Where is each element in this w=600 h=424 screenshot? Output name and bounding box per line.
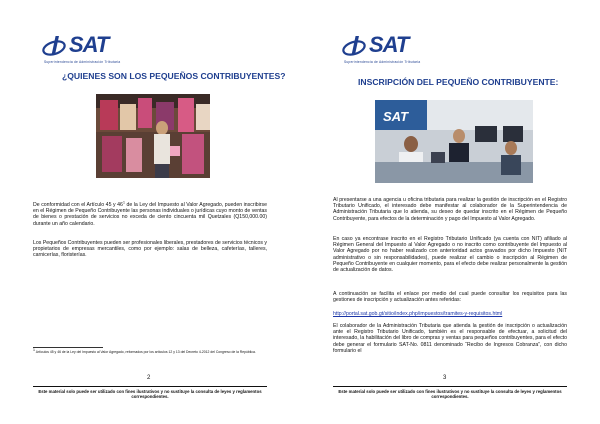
store-photo [96, 94, 210, 178]
sat-logo-icon [342, 34, 368, 56]
logo-subtitle: Superintendencia de Administración Tributaria [44, 60, 121, 64]
footnote [33, 350, 267, 355]
examples-paragraph: Los Pequeños Contribuyentes pueden ser profesionales liberales, prestadores de servicios técnicos y propietarios de empresas mercantiles, como por ejemplo: salas de belleza, cafeterías, talleres, carnicerías, floristerías. [33, 240, 267, 259]
page-footer: Este material solo puede ser utilizado con fines ilustrativos y no sustituye la consulta de leyes y reglamentos correspondientes. [38, 389, 262, 400]
sat-logo [42, 34, 108, 56]
intro-text-a: De conformidad con el Artículo 45 y 46 [33, 202, 123, 208]
page-footer: Este material solo puede ser utilizado con fines ilustrativos y no sustituye la consulta de leyes y reglamentos correspondientes. [338, 389, 562, 400]
page-number: 2 [147, 375, 151, 381]
sat-logo [342, 34, 408, 56]
sat-logo-icon [42, 34, 68, 56]
footer-divider [33, 386, 267, 387]
intro-text-b: de la Ley del Impuesto al Valor Agregado, pueden inscribirse en el Régimen de Pequeño Contribuyente las personas individuales o jurídicas cuyo monto de ventas de bienes o prestación de servicios no exceda de ciento cincuenta mil Quetzales (Q150,000.00) durante un año calendario. [33, 202, 267, 227]
logo-text: SAT [369, 32, 409, 57]
document-page-right [300, 0, 600, 424]
inscription-paragraph: Al presentarse a una agencia u oficina tributaria para realizar la gestión de inscripción en el Registro Tributario Unificado, el interesado debe manifestar al colaborador de la Superintendencia de Administración Tributaria que lo atienda, su deseo de quedar inscrito en el Régimen de Pequeño Contribuyente, para efectos de la determinación y pago del Impuesto al Valor Agregado. [333, 197, 567, 222]
page-title: INSCRIPCIÓN DEL PEQUEÑO CONTRIBUYENTE: [358, 77, 559, 87]
page-number: 3 [443, 375, 447, 381]
link-intro-paragraph: A continuación se facilita el enlace por medio del cual puede consultar los requisitos para las gestiones de inscripción y actualización antes referidas: [333, 291, 567, 304]
requirements-link[interactable]: http://portal.sat.gob.gt/sitio/index.php/impuestos/tramites-y-requisitos.html [333, 311, 503, 317]
collaborator-paragraph: El colaborador de la Administración Tributaria que atienda la gestión de inscripción o actualización ante el Registro Tributario Unificado, también es el responsable de efectuar, a solicitud del interesado, la habilitación del libro de compras y ventas para pequeños contribuyentes, para el efecto debe generar el formulario SAT-No. 0811 denominado “Recibo de Ingresos Cobranza”, con dicho formulario el [333, 323, 567, 354]
page-title: ¿QUIENES SON LOS PEQUEÑOS CONTRIBUYENTES? [62, 71, 286, 81]
update-paragraph: En caso ya encontrase inscrito en el Registro Tributario Unificado (ya cuenta con NIT) afiliado al Régimen General del Impuesto al Valor Agregado o no inscrito como contribuyente del Impuesto al Valor Agregado por no haber realizado con anterioridad actos gravados por dicho Impuesto (NIT administrativo o sin responsabilidades), puede realizar el cambio o inscripción al Régimen de Pequeño Contribuyente en cualquier momento, para el efecto debe realizar personalmente la gestión de actualización de datos. [333, 236, 567, 274]
logo-text: SAT [69, 32, 109, 57]
footnote-text: Artículos 45 y 46 de la Ley del Impuesto al Valor Agregado, reformados por los artículos 12 y 13 del Decreto 4-2012 del Congreso de la República. [34, 350, 256, 355]
footnote-divider [33, 347, 103, 348]
footer-divider [333, 386, 567, 387]
office-photo [375, 100, 533, 183]
logo-subtitle: Superintendencia de Administración Tributaria [344, 60, 421, 64]
intro-paragraph [33, 202, 267, 227]
svg-text:SAT: SAT [383, 109, 409, 124]
footnote-ref[interactable]: 1 [122, 200, 125, 205]
footnote-mark: 1 [33, 348, 35, 352]
